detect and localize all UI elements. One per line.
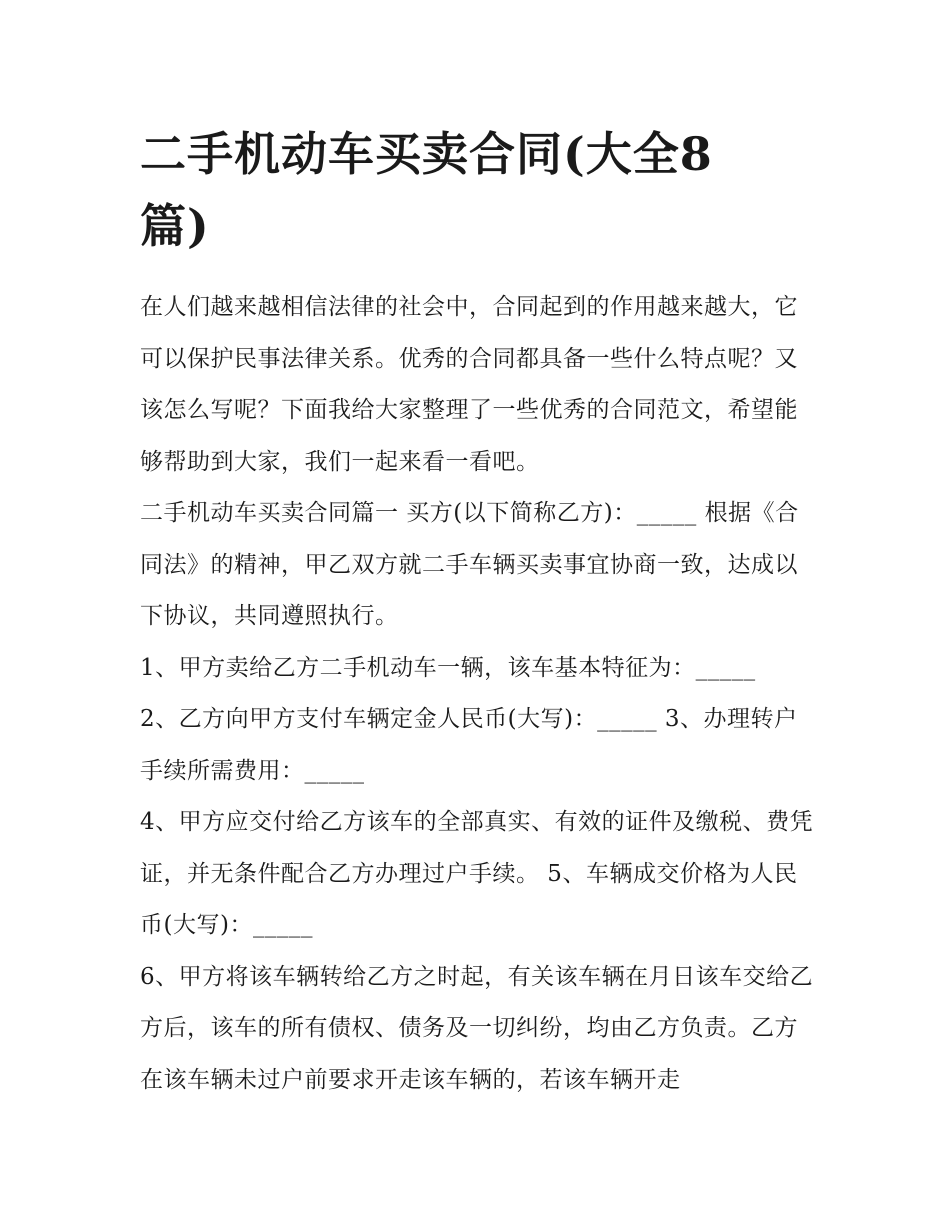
document-title: 二手机动车买卖合同(大全8篇): [140, 127, 713, 253]
intro-paragraph: 在人们越来越相信法律的社会中，合同起到的作用越来越大，它可以保护民事法律关系。优秀的合同都具备一些什么特点呢？又该怎么写呢？下面我给大家整理了一些优秀的合同范文，希望能够帮助到大家，我们一起来看一看吧。: [140, 294, 798, 475]
clause-1: 1、甲方卖给乙方二手机动车一辆，该车基本特征为：_____: [140, 654, 756, 681]
clause-2-3: 2、乙方向甲方支付车辆定金人民币(大写)：_____ 3、办理转户手续所需费用：_____: [140, 706, 798, 784]
clause-6: 6、甲方将该车辆转给乙方之时起，有关该车辆在月日该车交给乙方后，该车的所有债权、债务及一切纠纷，均由乙方负责。乙方在该车辆未过户前要求开走该车辆的，若该车辆开走: [140, 963, 814, 1093]
clause-4-5: 4、甲方应交付给乙方该车的全部真实、有效的证件及缴税、费凭证，并无条件配合乙方办理过户手续。 5、车辆成交价格为人民币(大写)：_____: [140, 809, 814, 938]
document-page: [140, 118, 820, 1106]
contract-heading-paragraph: 二手机动车买卖合同篇一 买方(以下简称乙方)：_____ 根据《合同法》的精神，甲乙双方就二手车辆买卖事宜协商一致，达成以下协议，共同遵照执行。: [140, 500, 799, 629]
